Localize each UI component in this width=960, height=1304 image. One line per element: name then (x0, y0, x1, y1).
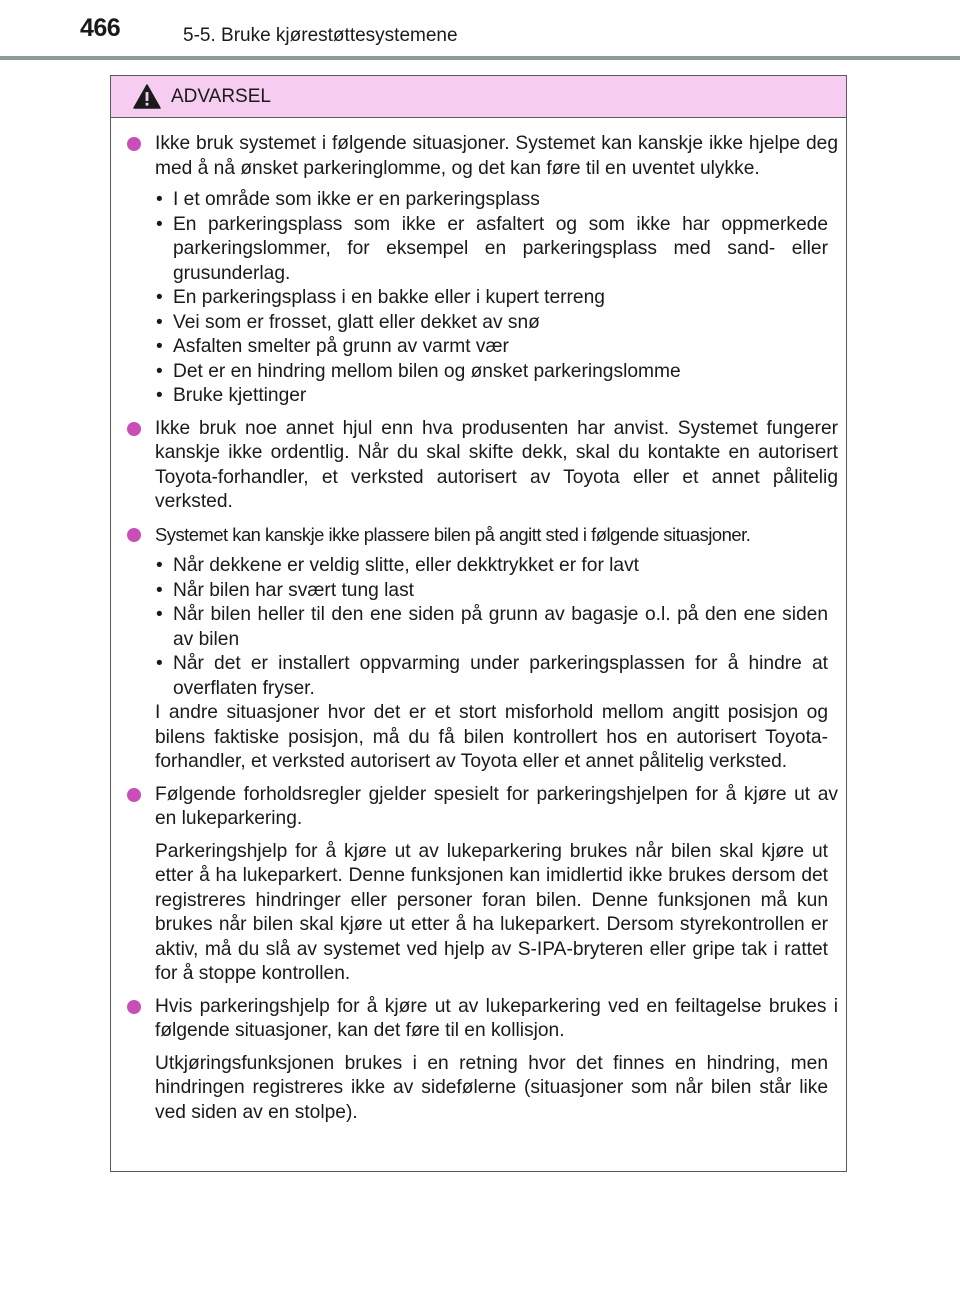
list-item: • Bruke kjettinger (155, 384, 828, 409)
warning-item-text: Følgende forholdsregler gjelder spesielt for parkeringshjelpen for å kjøre ut av en lukeparkering. (155, 783, 838, 829)
list-item: • Vei som er frosset, glatt eller dekket av snø (155, 311, 828, 336)
warning-content (111, 117, 846, 1133)
warning-item (124, 783, 838, 987)
warning-item-text: Systemet kan kanskje ikke plassere bilen på angitt sted i følgende situasjoner. (155, 523, 751, 545)
warning-box (110, 75, 847, 1172)
warning-title: ADVARSEL (171, 86, 271, 107)
warning-item-detail: Utkjøringsfunksjonen brukes i en retning hvor det finnes en hindring, men hindringen registreres ikke av sidefølerne (situasjoner som når bilen står like ved siden av en stolpe). (155, 1052, 828, 1123)
list-item: • Det er en hindring mellom bilen og ønsket parkeringslomme (155, 360, 828, 385)
sub-bullet-list (155, 188, 838, 409)
section-title: 5-5. Bruke kjørestøttesystemene (183, 25, 458, 46)
warning-item-text: Ikke bruk noe annet hjul enn hva produsenten har anvist. Systemet fungerer kanskje ikke ordentlig. Når du skal skifte dekk, skal du kontakte en autorisert Toyota-forhandler, et verksted autorisert av Toyota eller et annet pålitelig verksted. (155, 417, 838, 512)
warning-triangle-icon (133, 84, 161, 109)
warning-item-text: Ikke bruk systemet i følgende situasjoner. Systemet kan kanskje ikke hjelpe deg med å nå ønsket parkeringlomme, og det kan føre til en uventet ulykke. (155, 133, 838, 179)
list-item: • Når bilen heller til den ene siden på grunn av bagasje o.l. på den ene siden av bilen (155, 603, 828, 652)
warning-header (111, 76, 846, 118)
warning-item (124, 417, 838, 515)
list-item: • En parkeringsplass i en bakke eller i kupert terreng (155, 286, 828, 311)
list-item: • En parkeringsplass som ikke er asfaltert og som ikke har oppmerkede parkeringslommer, for eksempel en parkeringsplass med sand- eller grusunderlag. (155, 213, 828, 287)
bullet-dot-icon (127, 422, 141, 436)
warning-item (124, 132, 838, 409)
list-item: • Når bilen har svært tung last (155, 579, 828, 604)
warning-item-followup: I andre situasjoner hvor det er et stort misforhold mellom angitt posisjon og bilens faktiske posisjon, må du få bilen kontrollert hos en autorisert Toyota-forhandler, et verksted autorisert av Toyota eller et annet pålitelig verksted. (155, 702, 828, 772)
warning-item (124, 995, 838, 1126)
bullet-dot-icon (127, 1000, 141, 1014)
bullet-dot-icon (127, 528, 141, 542)
bullet-dot-icon (127, 788, 141, 802)
header-rule (0, 56, 960, 60)
page-number: 466 (80, 14, 121, 42)
warning-item-text: Hvis parkeringshjelp for å kjøre ut av lukeparkering ved en feiltagelse brukes i følgende situasjoner, kan det føre til en kollisjon. (155, 995, 838, 1041)
warning-item-detail: Parkeringshjelp for å kjøre ut av lukeparkering brukes når bilen skal kjøre ut etter å ha lukeparkert. Denne funksjonen kan imidlertid ikke brukes dersom det registreres hindringer eller personer foran bilen. Denne funksjonen må kun brukes når bilen skal kjøre ut etter å ha lukeparkert. Dersom styrekontrollen er aktiv, må du slå av systemet ved hjelp av S-IPA-bryteren eller gripe tak i rattet for å stoppe kontrollen. (155, 840, 828, 984)
bullet-dot-icon (127, 137, 141, 151)
page-header (0, 0, 960, 62)
list-item: • Når det er installert oppvarming under parkeringsplassen for å hindre at overflaten fryser. (155, 652, 828, 701)
list-item: • Asfalten smelter på grunn av varmt vær (155, 335, 828, 360)
sub-bullet-list (155, 554, 838, 701)
warning-item (124, 523, 838, 775)
list-item: • Når dekkene er veldig slitte, eller dekktrykket er for lavt (155, 554, 828, 579)
list-item: • I et område som ikke er en parkeringsplass (155, 188, 828, 213)
